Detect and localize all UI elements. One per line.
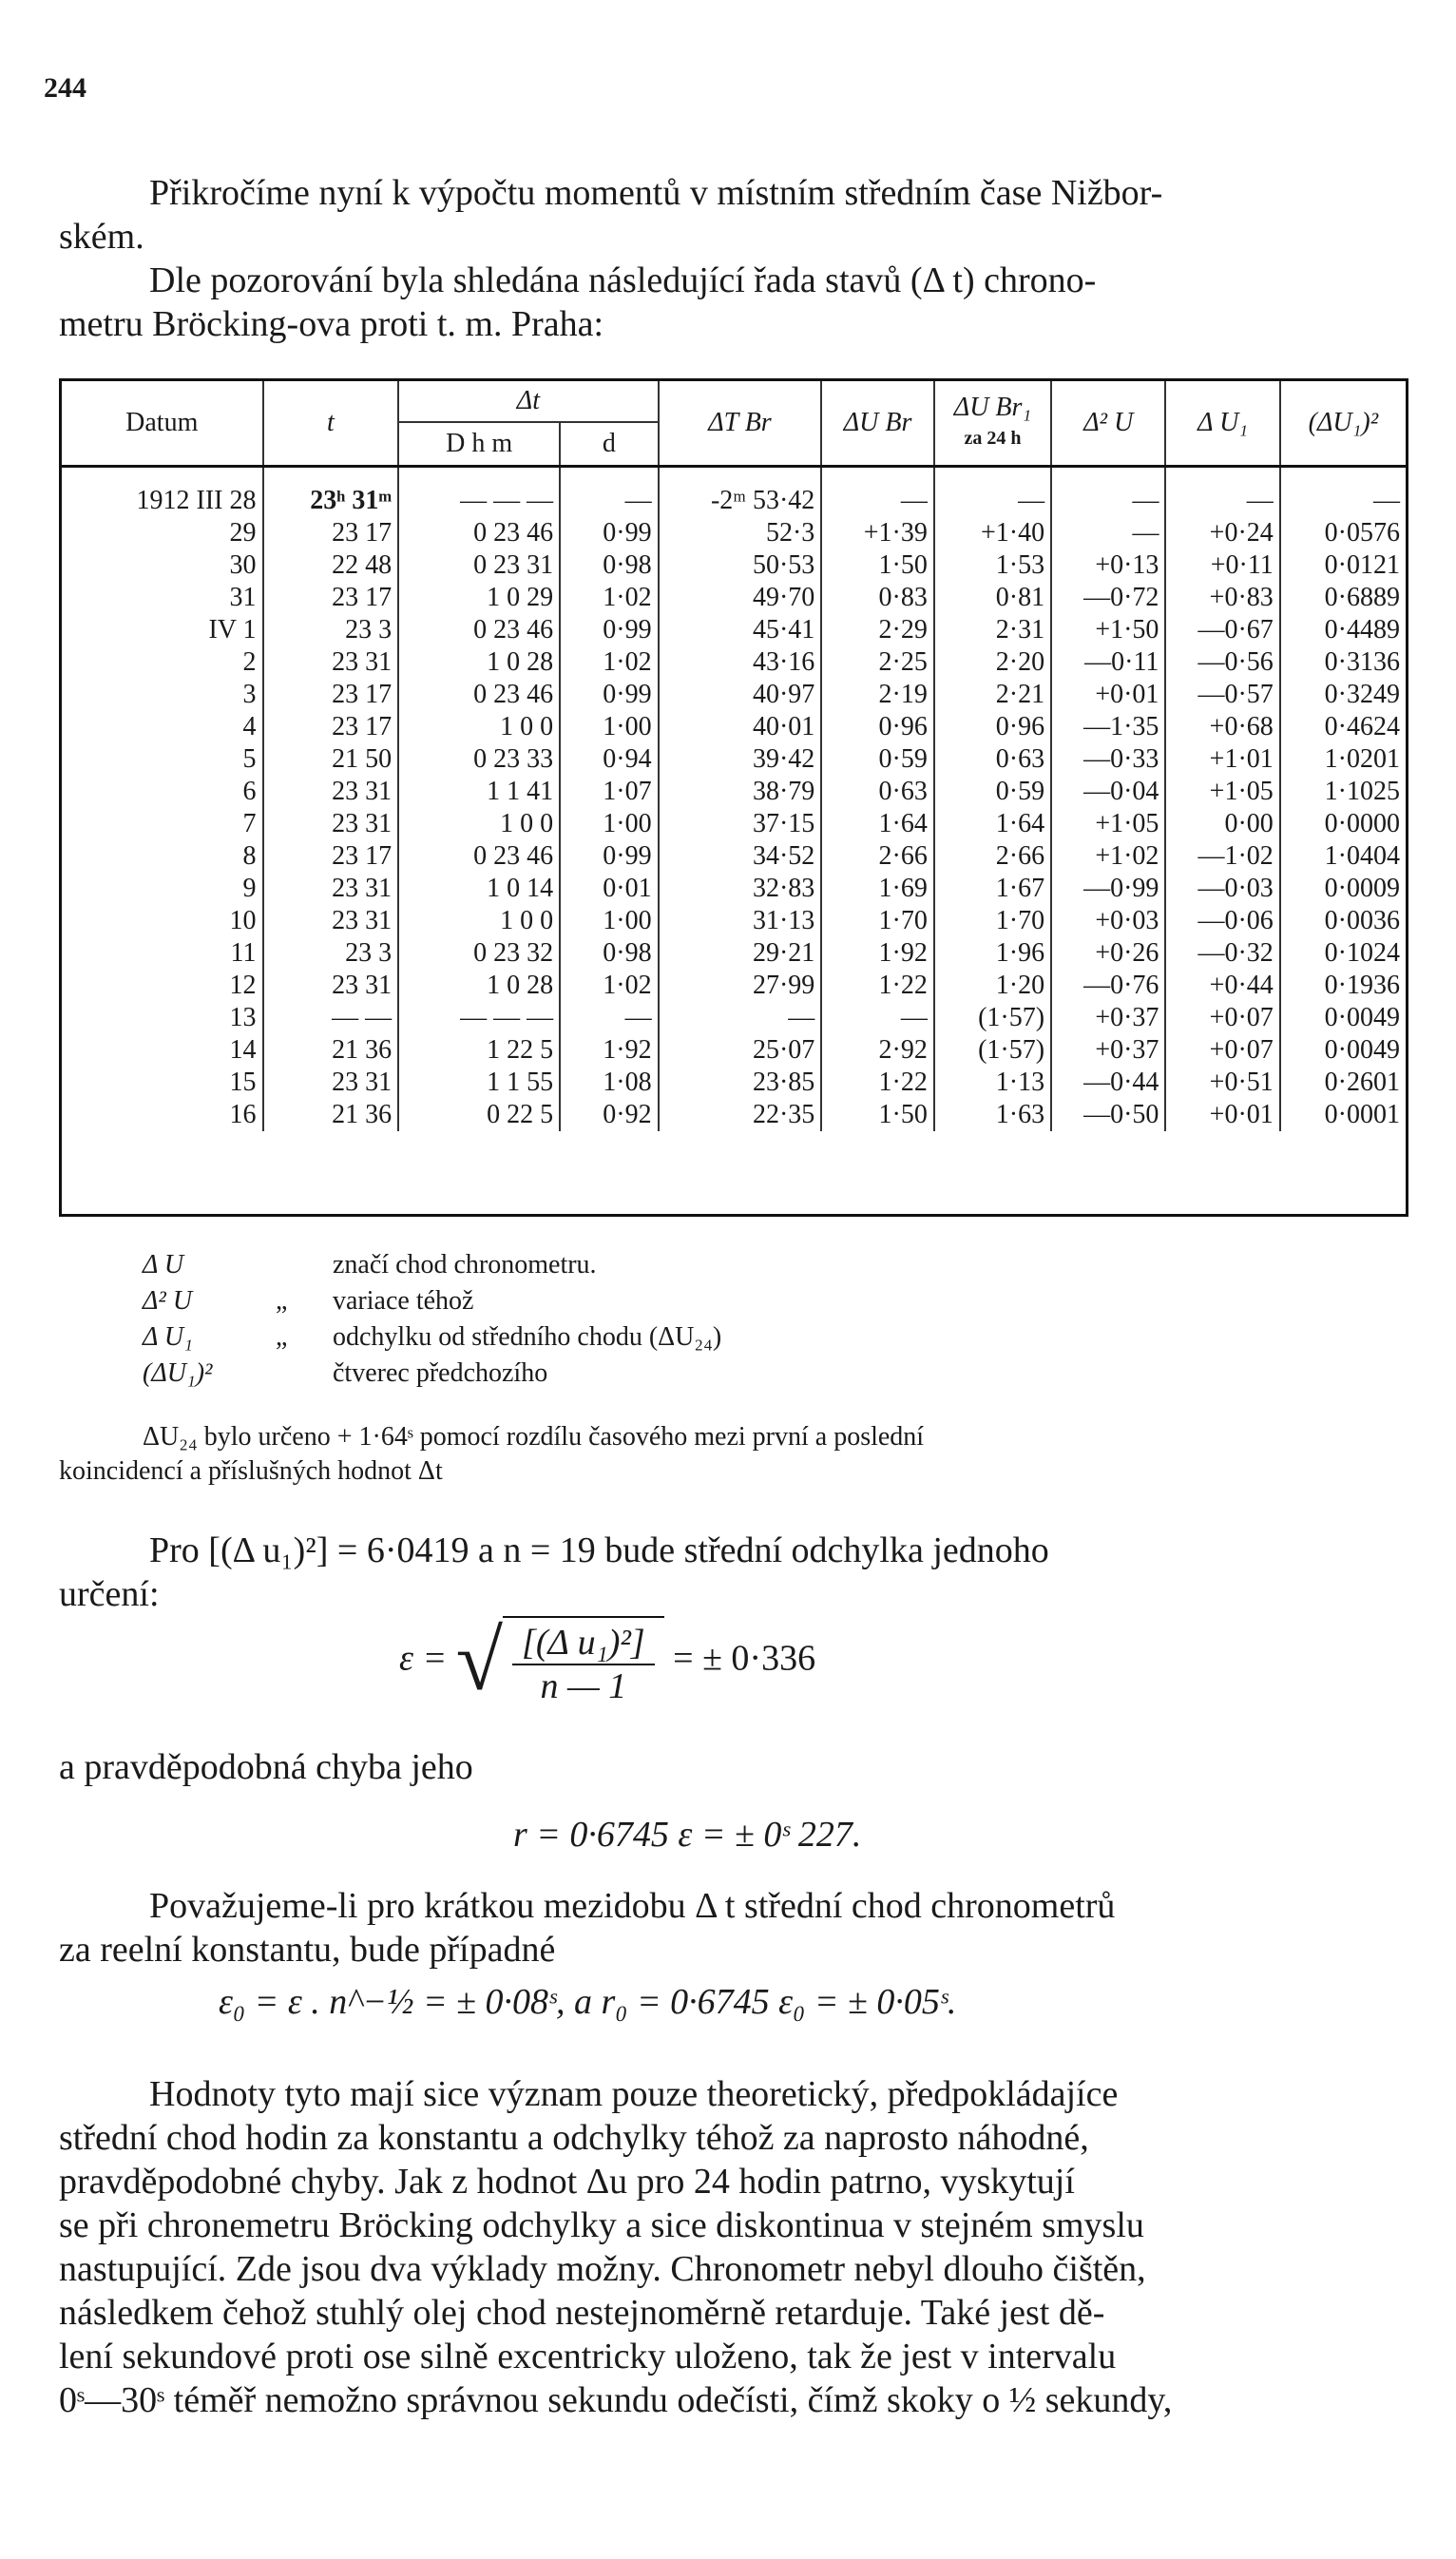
table-cell-d2u: —: [1051, 467, 1165, 518]
legend-key: Δ U₁: [143, 1322, 193, 1352]
legend: [143, 1247, 721, 1392]
table-row: [62, 776, 1406, 808]
table-cell-t: 23 3: [263, 614, 399, 646]
table-cell-dubr1: +1·40: [934, 517, 1051, 549]
table-cell-du1: +0·07: [1165, 1002, 1279, 1034]
table-cell-d2u: —0·72: [1051, 582, 1165, 614]
legend-value: čtverec předchozího: [333, 1358, 548, 1388]
table-cell-dubr: 0·96: [821, 711, 934, 743]
text-line: lení sekundové proti ose silně excentricky uloženo, tak že jest v intervalu: [59, 2337, 1117, 2376]
table-cell-dubr: 2·29: [821, 614, 934, 646]
table-cell-dtbr: 37·15: [659, 808, 822, 840]
table-cell-d: 1·02: [560, 646, 658, 679]
table-cell-dubr1: 1·96: [934, 937, 1051, 970]
table-row: [62, 1099, 1406, 1131]
text-line: 0ˢ—30ˢ téměř nemožno správnou sekundu odečísti, čímž skoky o ½ sekundy,: [59, 2380, 1173, 2420]
table-cell-d: 1·02: [560, 582, 658, 614]
table-cell-datum: 4: [62, 711, 263, 743]
table-cell-d2u: +0·37: [1051, 1034, 1165, 1067]
table-cell-dubr: 1·92: [821, 937, 934, 970]
text-line: určení:: [59, 1574, 160, 1614]
table-cell-t: 23 31: [263, 905, 399, 937]
table-row: [62, 937, 1406, 970]
sqrt-body: [503, 1616, 664, 1707]
table-cell-dhm: 0 23 33: [398, 743, 560, 776]
table-cell-dubr: 1·64: [821, 808, 934, 840]
table-cell-dtbr: 29·21: [659, 937, 822, 970]
table-cell-d2u: +0·26: [1051, 937, 1165, 970]
table-cell-dhm: 0 23 46: [398, 840, 560, 873]
table-cell-dtbr: -2ᵐ 53·42: [659, 467, 822, 518]
table-cell-datum: 8: [62, 840, 263, 873]
table-cell-dubr1: 1·53: [934, 549, 1051, 582]
table-cell-du1: +0·24: [1165, 517, 1279, 549]
legend-row: [143, 1319, 721, 1356]
variance-paragraph: [59, 1529, 1408, 1616]
table-cell-dhm: — — —: [398, 1002, 560, 1034]
table-cell-d: 1·00: [560, 808, 658, 840]
table-cell-d2u: —0·76: [1051, 970, 1165, 1002]
table-cell-du1sq: —: [1373, 486, 1400, 515]
table-cell-t: 23 31: [263, 1067, 399, 1099]
table-cell-dubr1: 0·59: [934, 776, 1051, 808]
table-cell-t: 21 50: [263, 743, 399, 776]
table-cell-dtbr: —: [659, 1002, 822, 1034]
text-line: Považujeme-li pro krátkou mezidobu Δ t střední chod chronometrů: [149, 1886, 1116, 1926]
legend-row: [143, 1247, 721, 1283]
legend-note: [59, 1420, 1408, 1489]
table-row: [62, 1002, 1406, 1034]
table-cell-t: 21 36: [263, 1099, 399, 1131]
table-cell-dubr: +1·39: [821, 517, 934, 549]
table-cell-dtbr: 23·85: [659, 1067, 822, 1099]
table-cell-t: 21 36: [263, 1034, 399, 1067]
table-cell-dubr1: 1·20: [934, 970, 1051, 1002]
formula-mean-error: [399, 1616, 815, 1707]
table-cell-d2u: —0·50: [1051, 1099, 1165, 1131]
table-row: [62, 743, 1406, 776]
table-cell-dtbr: 39·42: [659, 743, 822, 776]
table-cell-t: 23 31: [263, 970, 399, 1002]
table-cell-du1: +0·44: [1165, 970, 1279, 1002]
table-cell-d: 1·00: [560, 711, 658, 743]
table-cell-t: 23 31: [263, 808, 399, 840]
table-cell-dubr1: 2·31: [934, 614, 1051, 646]
legend-value: značí chod chronometru.: [333, 1250, 597, 1280]
table-cell-d: 1·92: [560, 1034, 658, 1067]
table-cell-dubr: 2·66: [821, 840, 934, 873]
table-cell-datum: IV 1: [62, 614, 263, 646]
table-cell-d: 0·99: [560, 614, 658, 646]
table-cell-dhm: 1 0 14: [398, 873, 560, 905]
text-line: střední chod hodin za konstantu a odchylky téhož za naprosto náhodné,: [59, 2118, 1089, 2158]
formula-probable-error: r = 0·6745 ε = ± 0ˢ 227.: [513, 1815, 862, 1855]
constant-paragraph: [59, 1884, 1408, 1972]
table-row: [62, 970, 1406, 1002]
table-cell-du1: +1·01: [1165, 743, 1279, 776]
legend-value: odchylku od středního chodu (ΔU₂₄): [333, 1322, 722, 1352]
intro-paragraph: [59, 171, 1408, 346]
col-header-dtbr: ΔT Br: [659, 381, 822, 467]
table-cell-datum: 5: [62, 743, 263, 776]
table-cell-du1: +0·01: [1165, 1099, 1279, 1131]
table-cell-d: 0·98: [560, 937, 658, 970]
table-cell-dtbr: 50·53: [659, 549, 822, 582]
table-cell-dubr1: 0·96: [934, 711, 1051, 743]
table-cell-du1sq: 0·4624: [1324, 712, 1400, 741]
table-cell-d: 1·00: [560, 905, 658, 937]
table-cell-dhm: — — —: [398, 467, 560, 518]
table-row: [62, 517, 1406, 549]
table-cell-datum: 1912 III 28: [62, 467, 263, 518]
table-cell-dubr: 0·59: [821, 743, 934, 776]
table-cell-du1sq: 0·2601: [1324, 1068, 1400, 1097]
text-line: se při chronemetru Bröcking odchylky a sice diskontinua v stejném smyslu: [59, 2205, 1144, 2245]
table-cell-t: 22 48: [263, 549, 399, 582]
table-cell-dubr1: 1·70: [934, 905, 1051, 937]
table-cell-dhm: 1 0 28: [398, 646, 560, 679]
table-cell-t: 23 31: [263, 776, 399, 808]
table-cell-datum: 9: [62, 873, 263, 905]
table-cell-d: 1·07: [560, 776, 658, 808]
table-cell-dubr: 1·70: [821, 905, 934, 937]
table-cell-dtbr: 27·99: [659, 970, 822, 1002]
table-cell-d2u: +1·02: [1051, 840, 1165, 873]
table-cell-d: 0·92: [560, 1099, 658, 1131]
table-cell-du1sq: 0·4489: [1324, 615, 1400, 645]
table-cell-dubr: 1·50: [821, 1099, 934, 1131]
table-cell-d2u: +0·13: [1051, 549, 1165, 582]
table-cell-t: 23 17: [263, 840, 399, 873]
table-cell-d2u: +1·50: [1051, 614, 1165, 646]
table-cell-t: 23 17: [263, 582, 399, 614]
table-cell-dtbr: 40·97: [659, 679, 822, 711]
table-row: [62, 1034, 1406, 1067]
table-cell-du1sq: 0·3136: [1324, 647, 1400, 677]
table-cell-du1: +0·83: [1165, 582, 1279, 614]
table-row: [62, 873, 1406, 905]
table-row: [62, 549, 1406, 582]
col-header-t: t: [263, 381, 399, 467]
table-cell-dtbr: 40·01: [659, 711, 822, 743]
table-cell-t: 23 31: [263, 646, 399, 679]
table-row: [62, 905, 1406, 937]
table-cell-du1: —0·57: [1165, 679, 1279, 711]
table-cell-dubr1: 0·81: [934, 582, 1051, 614]
formula-rhs: = ± 0·336: [673, 1638, 816, 1679]
col-header-dt-dhm: D h m: [398, 422, 560, 467]
table-cell-dubr: 0·83: [821, 582, 934, 614]
legend-ditto: „: [276, 1286, 288, 1316]
table-cell-dubr: 1·22: [821, 970, 934, 1002]
fraction-numerator: [(Δ u₁)²]: [512, 1622, 655, 1665]
table-cell-dubr1: 1·67: [934, 873, 1051, 905]
sqrt-sign: √: [455, 1614, 504, 1708]
legend-row: [143, 1356, 721, 1392]
legend-key: (ΔU₁)²: [143, 1358, 213, 1388]
table-cell-du1sq: 0·0576: [1324, 518, 1400, 548]
col-header-dubr1-sub: za 24 h: [964, 428, 1022, 449]
table-row: [62, 711, 1406, 743]
table-cell-dubr1: 1·64: [934, 808, 1051, 840]
fraction: [512, 1622, 655, 1707]
table-cell-dubr: 2·19: [821, 679, 934, 711]
table-cell-dtbr: 52·3: [659, 517, 822, 549]
text-line: Pro [(Δ u₁)²] = 6·0419 a n = 19 bude střední odchylka jednoho: [149, 1530, 1049, 1570]
col-header-dubr1-label: ΔU Br₁: [953, 393, 1032, 422]
table-cell-datum: 7: [62, 808, 263, 840]
table-cell-du1: —0·67: [1165, 614, 1279, 646]
col-header-dt-d: d: [560, 422, 658, 467]
table-row: [62, 840, 1406, 873]
table-cell-dhm: 0 23 46: [398, 679, 560, 711]
table-cell-du1sq: 1·0404: [1324, 841, 1400, 871]
table-cell-du1: +0·07: [1165, 1034, 1279, 1067]
table-cell-t: 23 3: [263, 937, 399, 970]
legend-value: variace téhož: [333, 1286, 474, 1316]
table-cell-datum: 10: [62, 905, 263, 937]
table-cell-dtbr: 25·07: [659, 1034, 822, 1067]
table-cell-d2u: +0·01: [1051, 679, 1165, 711]
probable-error-line: [59, 1745, 1408, 1789]
legend-row: [143, 1283, 721, 1319]
text-line: za reelní konstantu, bude případné: [59, 1930, 556, 1970]
table-cell-t: 23 17: [263, 711, 399, 743]
table-row: [62, 467, 1406, 518]
table-cell-du1sq: 0·0049: [1324, 1035, 1400, 1065]
table-cell-d: —: [560, 467, 658, 518]
table-cell-datum: 31: [62, 582, 263, 614]
chronometer-table: [59, 378, 1408, 1217]
table-cell-datum: 11: [62, 937, 263, 970]
table-cell-d: 0·99: [560, 679, 658, 711]
page-number: 244: [44, 72, 86, 104]
col-header-du1sq: (ΔU₁)²: [1280, 381, 1406, 467]
table-cell-d2u: —0·11: [1051, 646, 1165, 679]
table-cell-datum: 15: [62, 1067, 263, 1099]
table-cell-datum: 30: [62, 549, 263, 582]
table-cell-dubr: —: [821, 1002, 934, 1034]
table-cell-du1: —0·03: [1165, 873, 1279, 905]
table-row: [62, 646, 1406, 679]
table-cell-datum: 2: [62, 646, 263, 679]
table-cell-du1sq: 0·0009: [1324, 874, 1400, 903]
table-cell-du1sq: 1·1025: [1324, 777, 1400, 806]
table-cell-du1sq: 0·0000: [1324, 809, 1400, 838]
table-cell-dtbr: 49·70: [659, 582, 822, 614]
table-cell-d: —: [560, 1002, 658, 1034]
table-cell-dtbr: 31·13: [659, 905, 822, 937]
table-cell-dubr: 2·25: [821, 646, 934, 679]
table-cell-d2u: —0·33: [1051, 743, 1165, 776]
table-row: [62, 1067, 1406, 1099]
table-cell-datum: 12: [62, 970, 263, 1002]
table-cell-dubr1: 2·20: [934, 646, 1051, 679]
table-cell-d2u: —0·44: [1051, 1067, 1165, 1099]
table-cell-dhm: 1 0 0: [398, 711, 560, 743]
table-cell-dubr1: 2·21: [934, 679, 1051, 711]
table-cell-dhm: 0 23 32: [398, 937, 560, 970]
table-cell-dhm: 1 22 5: [398, 1034, 560, 1067]
table-cell-datum: 14: [62, 1034, 263, 1067]
table-cell-d2u: —0·99: [1051, 873, 1165, 905]
table-cell-dhm: 1 1 55: [398, 1067, 560, 1099]
legend-key: Δ² U: [143, 1286, 193, 1316]
text-line: Dle pozorování byla shledána následující řada stavů (Δ t) chrono-: [149, 260, 1097, 300]
table-cell-du1: —0·56: [1165, 646, 1279, 679]
table-cell-d2u: —0·04: [1051, 776, 1165, 808]
table-cell-t: — —: [263, 1002, 399, 1034]
table-cell-dubr: 1·50: [821, 549, 934, 582]
text-line: ském.: [59, 217, 144, 257]
table-cell-dhm: 1 0 0: [398, 808, 560, 840]
col-header-dubr1: [934, 381, 1051, 467]
table-cell-d: 1·08: [560, 1067, 658, 1099]
legend-key: Δ U: [143, 1250, 184, 1280]
table-row: [62, 679, 1406, 711]
table-cell-dtbr: 22·35: [659, 1099, 822, 1131]
table-row: [62, 582, 1406, 614]
table-cell-du1sq: 0·6889: [1324, 583, 1400, 612]
table-cell-dubr1: 2·66: [934, 840, 1051, 873]
table-cell-du1sq: 0·0121: [1324, 550, 1400, 580]
table-cell-datum: 6: [62, 776, 263, 808]
table-cell-d: 0·99: [560, 517, 658, 549]
text-line: metru Bröcking-ova proti t. m. Praha:: [59, 304, 604, 344]
table-cell-d2u: —: [1051, 517, 1165, 549]
table-cell-du1: —1·02: [1165, 840, 1279, 873]
table-cell-dhm: 0 22 5: [398, 1099, 560, 1131]
table-cell-t: 23ʰ 31ᵐ: [263, 467, 399, 518]
table-cell-dtbr: 43·16: [659, 646, 822, 679]
table-cell-d2u: +1·05: [1051, 808, 1165, 840]
table-cell-dubr1: —: [934, 467, 1051, 518]
table-cell-dubr: —: [821, 467, 934, 518]
col-header-dt: Δt: [398, 381, 658, 422]
fraction-denominator: n — 1: [540, 1666, 627, 1706]
table-cell-dubr: 1·22: [821, 1067, 934, 1099]
legend-note-line: koincidencí a příslušných hodnot Δt: [59, 1456, 443, 1486]
table-cell-du1sq: 0·0049: [1324, 1003, 1400, 1032]
text-line: následkem čehož stuhlý olej chod nestejnoměrně retarduje. Také jest dě-: [59, 2293, 1105, 2333]
formula-epsilon-zero: ε₀ = ε . n^−½ = ± 0·08ˢ, a r₀ = 0·6745 ε₀ = ± 0·05ˢ.: [219, 1982, 957, 2022]
col-header-dubr: ΔU Br: [821, 381, 934, 467]
table-cell-datum: 13: [62, 1002, 263, 1034]
table-cell-dubr: 0·63: [821, 776, 934, 808]
table-cell-dtbr: 34·52: [659, 840, 822, 873]
text-line: pravděpodobné chyby. Jak z hodnot Δu pro 24 hodin patrno, vyskytují: [59, 2162, 1075, 2202]
table-cell-du1sq: 0·0001: [1324, 1100, 1400, 1129]
table-cell-dhm: 1 0 29: [398, 582, 560, 614]
table-cell-du1sq: 0·1024: [1324, 938, 1400, 968]
text-line: a pravděpodobná chyba jeho: [59, 1747, 473, 1787]
table-cell-d: 1·02: [560, 970, 658, 1002]
table-cell-du1: 0·00: [1165, 808, 1279, 840]
table-cell-dhm: 0 23 46: [398, 614, 560, 646]
table-body: [62, 467, 1406, 1132]
table-cell-dubr1: 0·63: [934, 743, 1051, 776]
table-row: [62, 614, 1406, 646]
table-cell-du1sq: 0·0036: [1324, 906, 1400, 935]
table-row: [62, 808, 1406, 840]
text-line: Hodnoty tyto mají sice význam pouze theoretický, předpokládajíce: [149, 2074, 1119, 2114]
col-header-du1: Δ U₁: [1165, 381, 1279, 467]
table-cell-du1: +1·05: [1165, 776, 1279, 808]
table-cell-du1: —0·06: [1165, 905, 1279, 937]
table-cell-du1sq: 1·0201: [1324, 744, 1400, 774]
table-cell-t: 23 31: [263, 873, 399, 905]
table-cell-datum: 3: [62, 679, 263, 711]
table-cell-du1sq: 0·3249: [1324, 680, 1400, 709]
table-cell-dtbr: 38·79: [659, 776, 822, 808]
table-cell-dhm: 1 0 28: [398, 970, 560, 1002]
table-cell-dhm: 0 23 31: [398, 549, 560, 582]
table-cell-dubr: 2·92: [821, 1034, 934, 1067]
table-cell-dhm: 0 23 46: [398, 517, 560, 549]
table-cell-datum: 29: [62, 517, 263, 549]
table-cell-datum: 16: [62, 1099, 263, 1131]
table-cell-dtbr: 32·83: [659, 873, 822, 905]
table-cell-dhm: 1 0 0: [398, 905, 560, 937]
col-header-datum: Datum: [62, 381, 263, 467]
table-cell-d: 0·98: [560, 549, 658, 582]
table-cell-d: 0·99: [560, 840, 658, 873]
table-cell-du1sq: 0·1936: [1324, 971, 1400, 1000]
text-line: Přikročíme nyní k výpočtu momentů v místním středním čase Nižbor-: [149, 173, 1163, 213]
table-cell-dubr1: (1·57): [934, 1002, 1051, 1034]
table-cell-du1: —: [1165, 467, 1279, 518]
table-cell-du1: +0·11: [1165, 549, 1279, 582]
text-line: nastupující. Zde jsou dva výklady možny. Chronometr nebyl dlouho čištěn,: [59, 2249, 1146, 2289]
table-cell-du1: +0·51: [1165, 1067, 1279, 1099]
col-header-d2u: Δ² U: [1051, 381, 1165, 467]
table-cell-d2u: —1·35: [1051, 711, 1165, 743]
table-cell-dubr1: 1·13: [934, 1067, 1051, 1099]
table-cell-dubr1: (1·57): [934, 1034, 1051, 1067]
table-cell-d2u: +0·03: [1051, 905, 1165, 937]
legend-note-line: ΔU₂₄ bylo určeno + 1·64ˢ pomocí rozdílu časového mezi první a poslední: [143, 1422, 925, 1452]
table-cell-dubr: 1·69: [821, 873, 934, 905]
table-cell-du1: —0·32: [1165, 937, 1279, 970]
table-cell-t: 23 17: [263, 517, 399, 549]
table-cell-du1: +0·68: [1165, 711, 1279, 743]
table-cell-dubr1: 1·63: [934, 1099, 1051, 1131]
table-cell-dhm: 1 1 41: [398, 776, 560, 808]
table-cell-dtbr: 45·41: [659, 614, 822, 646]
table-cell-d2u: +0·37: [1051, 1002, 1165, 1034]
legend-ditto: „: [276, 1322, 288, 1352]
formula-lhs: ε =: [399, 1638, 448, 1679]
table-cell-t: 23 17: [263, 679, 399, 711]
discussion-paragraph: [59, 2072, 1408, 2422]
table-cell-d: 0·94: [560, 743, 658, 776]
table-cell-d: 0·01: [560, 873, 658, 905]
